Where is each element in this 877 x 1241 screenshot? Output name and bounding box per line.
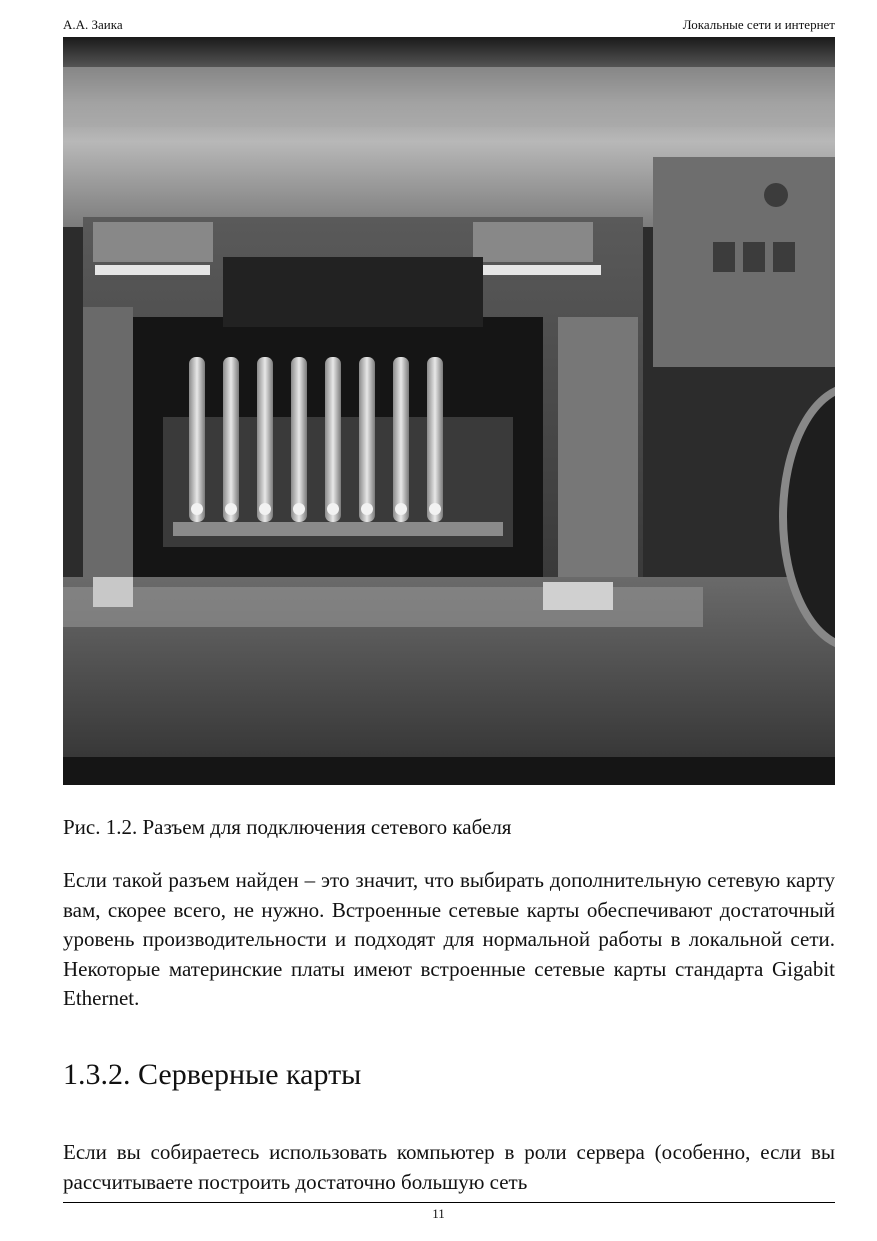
header-author: А.А. Заика [63, 17, 123, 32]
rj45-port-illustration [63, 37, 835, 785]
footer-divider [63, 1202, 835, 1203]
figure-rj45-port-photo [63, 37, 835, 785]
figure-caption: Рис. 1.2. Разъем для подключения сетевого кабеля [63, 815, 512, 839]
running-header [63, 17, 835, 35]
header-book-title: Локальные сети и интернет [682, 17, 835, 32]
page-number: 11 [432, 1206, 445, 1221]
body-paragraph: Если такой разъем найден – это значит, что выбирать дополнительную сетевую карту вам, скорее всего, не нужно. Встроенные сетевые карты обеспечивают достаточный уровень производительности и подходят для нормальной работы в локальной сети. Некоторые материнские платы имеют встроенные сетевые карты стандарта Gigabit Ethernet. [63, 868, 835, 1010]
section-heading: 1.3.2. Серверные карты [63, 1058, 362, 1091]
body-paragraph: Если вы собираетесь использовать компьютер в роли сервера (особенно, если вы рассчитываете построить достаточно большую сеть [63, 1140, 835, 1194]
